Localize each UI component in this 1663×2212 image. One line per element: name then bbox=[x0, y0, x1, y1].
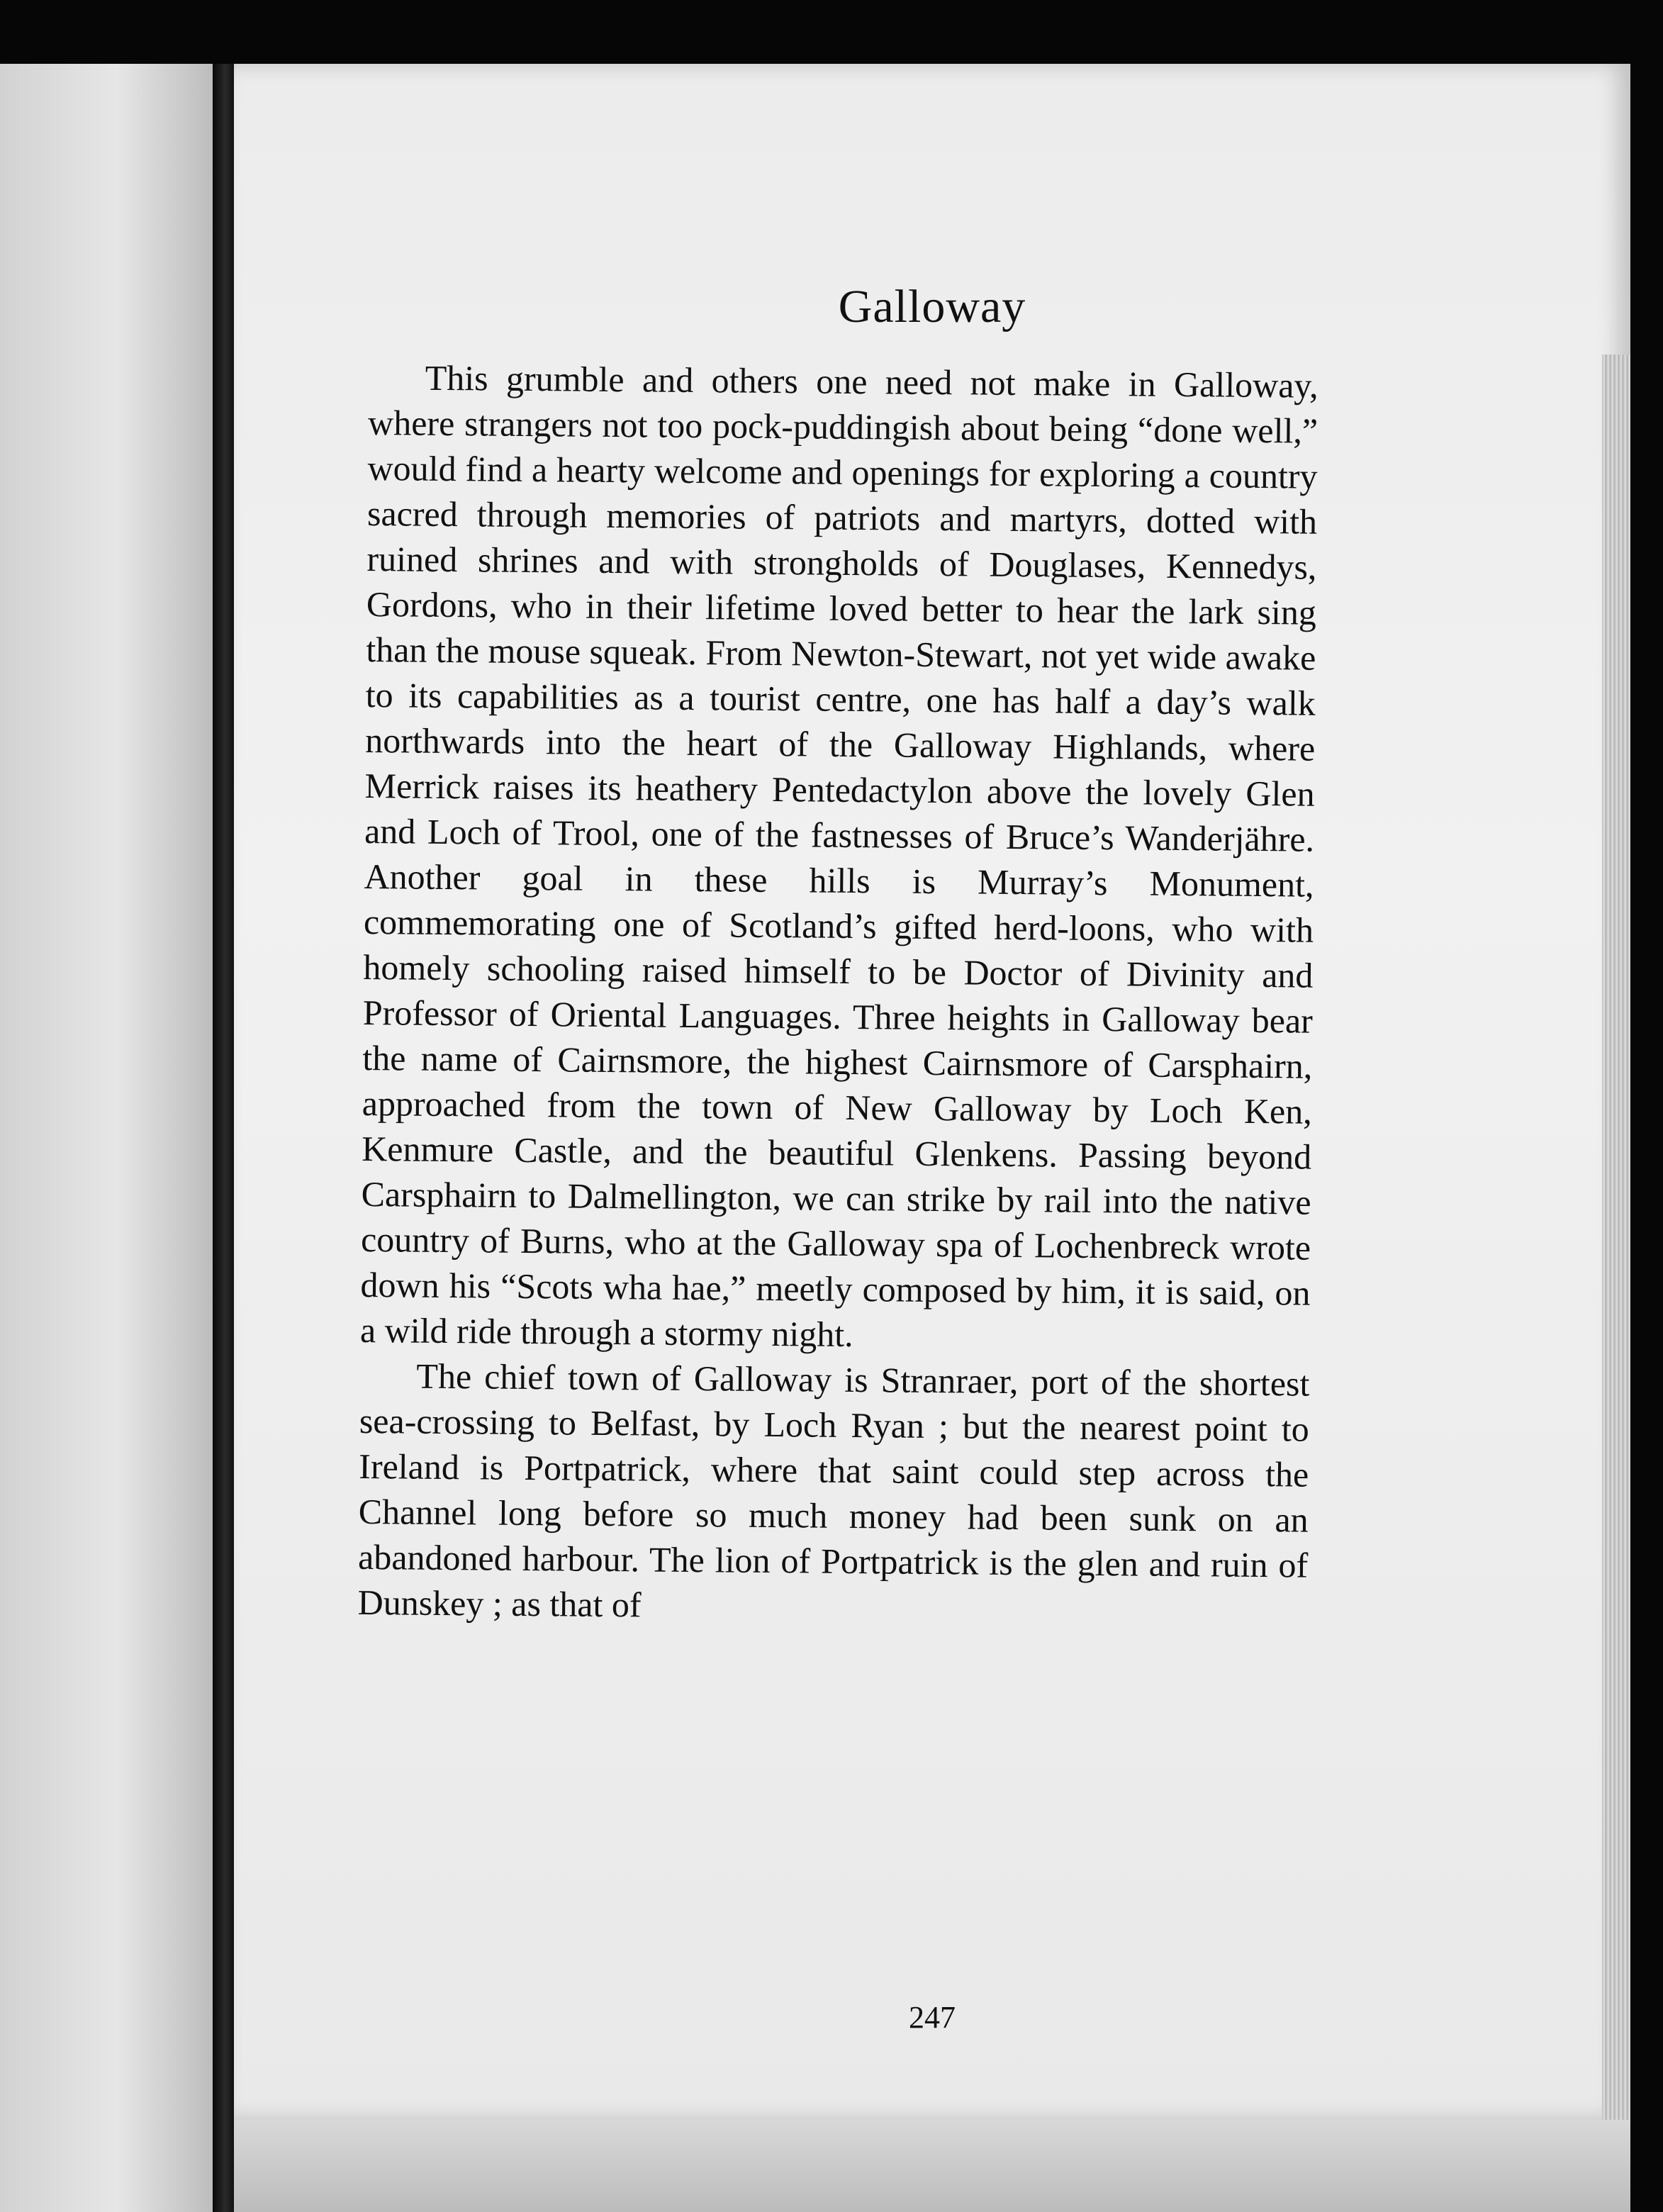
running-head: Galloway bbox=[838, 281, 1026, 333]
book-gutter bbox=[213, 64, 234, 2212]
facing-page-edge bbox=[0, 64, 213, 2212]
page-number: 247 bbox=[909, 2000, 956, 2035]
body-text bbox=[357, 354, 1318, 1633]
paragraph: This grumble and others one need not make in Galloway, where strangers not too pock-puddingish about being “done well,” would find a hearty welcome and openings for exploring a country sacred through memories of patriots and martyrs, dotted with ruined shrines and with strongholds of Douglases, Kennedys, Gordons, who in their lifetime loved better to hear the lark sing than the mouse squeak. From Newton-Stewart, not yet wide awake to its capabilities as a tourist centre, one has half a day’s walk northwards into the heart of the Galloway Highlands, where Merrick raises its heathery Pentedactylon above the lovely Glen and Loch of Trool, one of the fastnesses of Bruce’s Wanderjähre. Another goal in these hills is Murray’s Monument, commemorating one of Scotland’s gifted herd-loons, who with homely schooling raised himself to be Doctor of Divinity and Professor of Oriental Languages. Three heights in Galloway bear the name of Cairnsmore, the highest Cairnsmore of Carsphairn, approached from the town of New Galloway by Loch Ken, Kenmure Castle, and the beautiful Glenkens. Passing beyond Carsphairn to Dalmellington, we can strike by rail into the native country of Burns, who at the Galloway spa of Lochenbreck wrote down his “Scots wha hae,” meetly composed by him, it is said, on a wild ride through a stormy night. bbox=[359, 357, 1318, 1355]
paragraph: The chief town of Galloway is Stranraer, port of the shortest sea-crossing to Belfast, by Loch Ryan ; but the nearest point to Ireland is Portpatrick, where that saint could step across the Channel long before so much money had been sunk on an abandoned harbour. The lion of Portpatrick is the glen and ruin of Dunskey ; as that of bbox=[357, 1356, 1310, 1625]
page-bottom-edge bbox=[234, 2120, 1630, 2212]
page-stack-edge bbox=[1602, 354, 1630, 2212]
